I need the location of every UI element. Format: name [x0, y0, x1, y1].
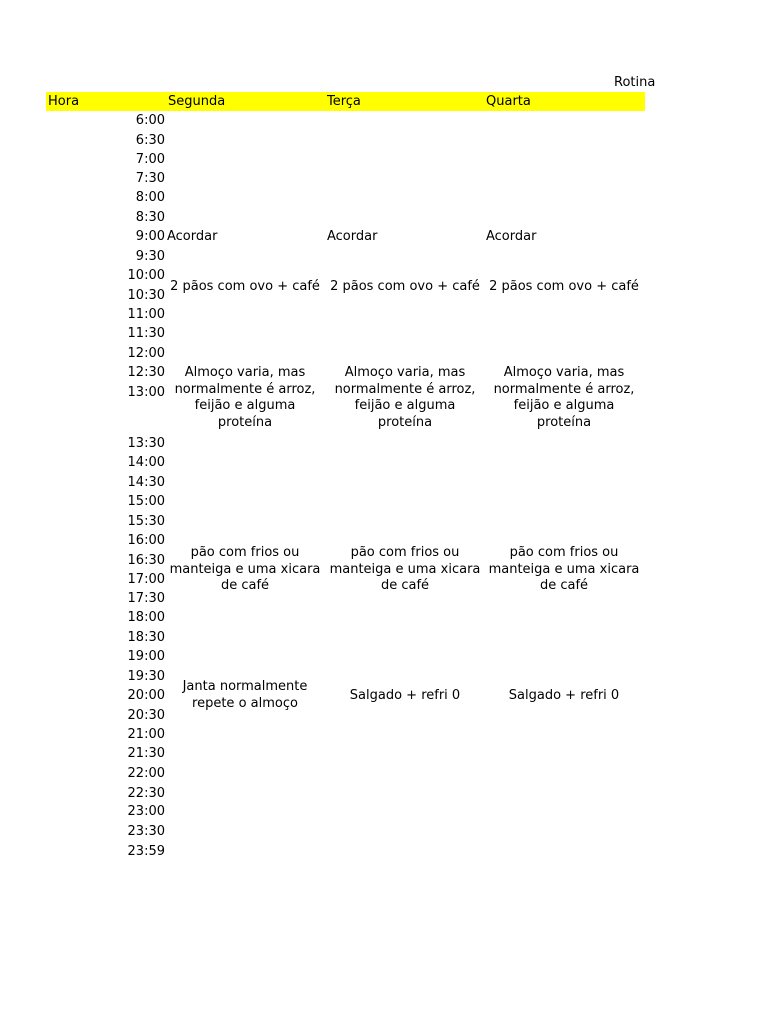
- time-label: 19:00: [127, 649, 165, 664]
- time-label: 7:30: [135, 171, 165, 186]
- time-label: 16:00: [127, 533, 165, 548]
- cell-lanche-segunda: pão com frios ou manteiga e uma xicara de café: [169, 545, 321, 593]
- time-label: 6:30: [135, 133, 165, 148]
- time-label: 10:30: [127, 288, 165, 303]
- cell-acordar-segunda: Acordar: [167, 229, 218, 244]
- time-label: 15:00: [127, 494, 165, 509]
- time-label: 17:00: [127, 572, 165, 587]
- time-label: 12:30: [127, 365, 165, 380]
- cell-almoco-segunda: Almoço varia, mas normalmente é arroz, feijão e alguma proteína: [174, 365, 316, 430]
- time-label: 11:00: [127, 307, 165, 322]
- time-label: 8:00: [135, 190, 165, 205]
- cell-acordar-terca: Acordar: [327, 229, 378, 244]
- cell-janta-terca: Salgado + refri 0: [349, 688, 461, 703]
- time-label: 16:30: [127, 553, 165, 568]
- cell-cafe-terca: 2 pãos com ovo + café: [330, 279, 480, 294]
- time-label: 14:30: [127, 475, 165, 490]
- time-label: 23:59: [127, 844, 165, 859]
- time-label: 15:30: [127, 514, 165, 529]
- time-label: 9:00: [135, 229, 165, 244]
- cell-lanche-quarta: pão com frios ou manteiga e uma xicara de café: [488, 545, 640, 593]
- cell-cafe-segunda: 2 pãos com ovo + café: [170, 279, 320, 294]
- time-label: 23:30: [127, 824, 165, 839]
- time-label: 13:00: [127, 385, 165, 400]
- time-label: 12:00: [127, 346, 165, 361]
- time-label: 14:00: [127, 455, 165, 470]
- time-label: 6:00: [135, 113, 165, 128]
- cell-janta-quarta: Salgado + refri 0: [508, 688, 620, 703]
- time-label: 17:30: [127, 591, 165, 606]
- header-terca: Terça: [327, 94, 361, 109]
- sheet-title: Rotina: [614, 75, 656, 90]
- time-label: 22:00: [127, 766, 165, 781]
- header-quarta: Quarta: [486, 94, 531, 109]
- time-label: 10:00: [127, 268, 165, 283]
- time-label: 22:30: [127, 786, 165, 801]
- cell-janta-segunda: Janta normalmente repete o almoço: [182, 679, 308, 711]
- time-label: 18:00: [127, 610, 165, 625]
- time-label: 20:00: [127, 688, 165, 703]
- time-label: 11:30: [127, 326, 165, 341]
- cell-almoco-quarta: Almoço varia, mas normalmente é arroz, feijão e alguma proteína: [493, 365, 635, 430]
- time-label: 21:30: [127, 746, 165, 761]
- time-label: 23:00: [127, 804, 165, 819]
- cell-almoco-terca: Almoço varia, mas normalmente é arroz, feijão e alguma proteína: [334, 365, 476, 430]
- time-label: 9:30: [135, 249, 165, 264]
- header-segunda: Segunda: [168, 94, 226, 109]
- header-hora: Hora: [48, 94, 80, 109]
- time-label: 13:30: [127, 436, 165, 451]
- time-label: 18:30: [127, 630, 165, 645]
- time-label: 20:30: [127, 708, 165, 723]
- time-label: 7:00: [135, 152, 165, 167]
- cell-acordar-quarta: Acordar: [486, 229, 537, 244]
- cell-cafe-quarta: 2 pãos com ovo + café: [489, 279, 639, 294]
- time-label: 8:30: [135, 210, 165, 225]
- time-label: 21:00: [127, 727, 165, 742]
- cell-lanche-terca: pão com frios ou manteiga e uma xicara de café: [329, 545, 481, 593]
- header-row: [46, 92, 645, 111]
- time-label: 19:30: [127, 669, 165, 684]
